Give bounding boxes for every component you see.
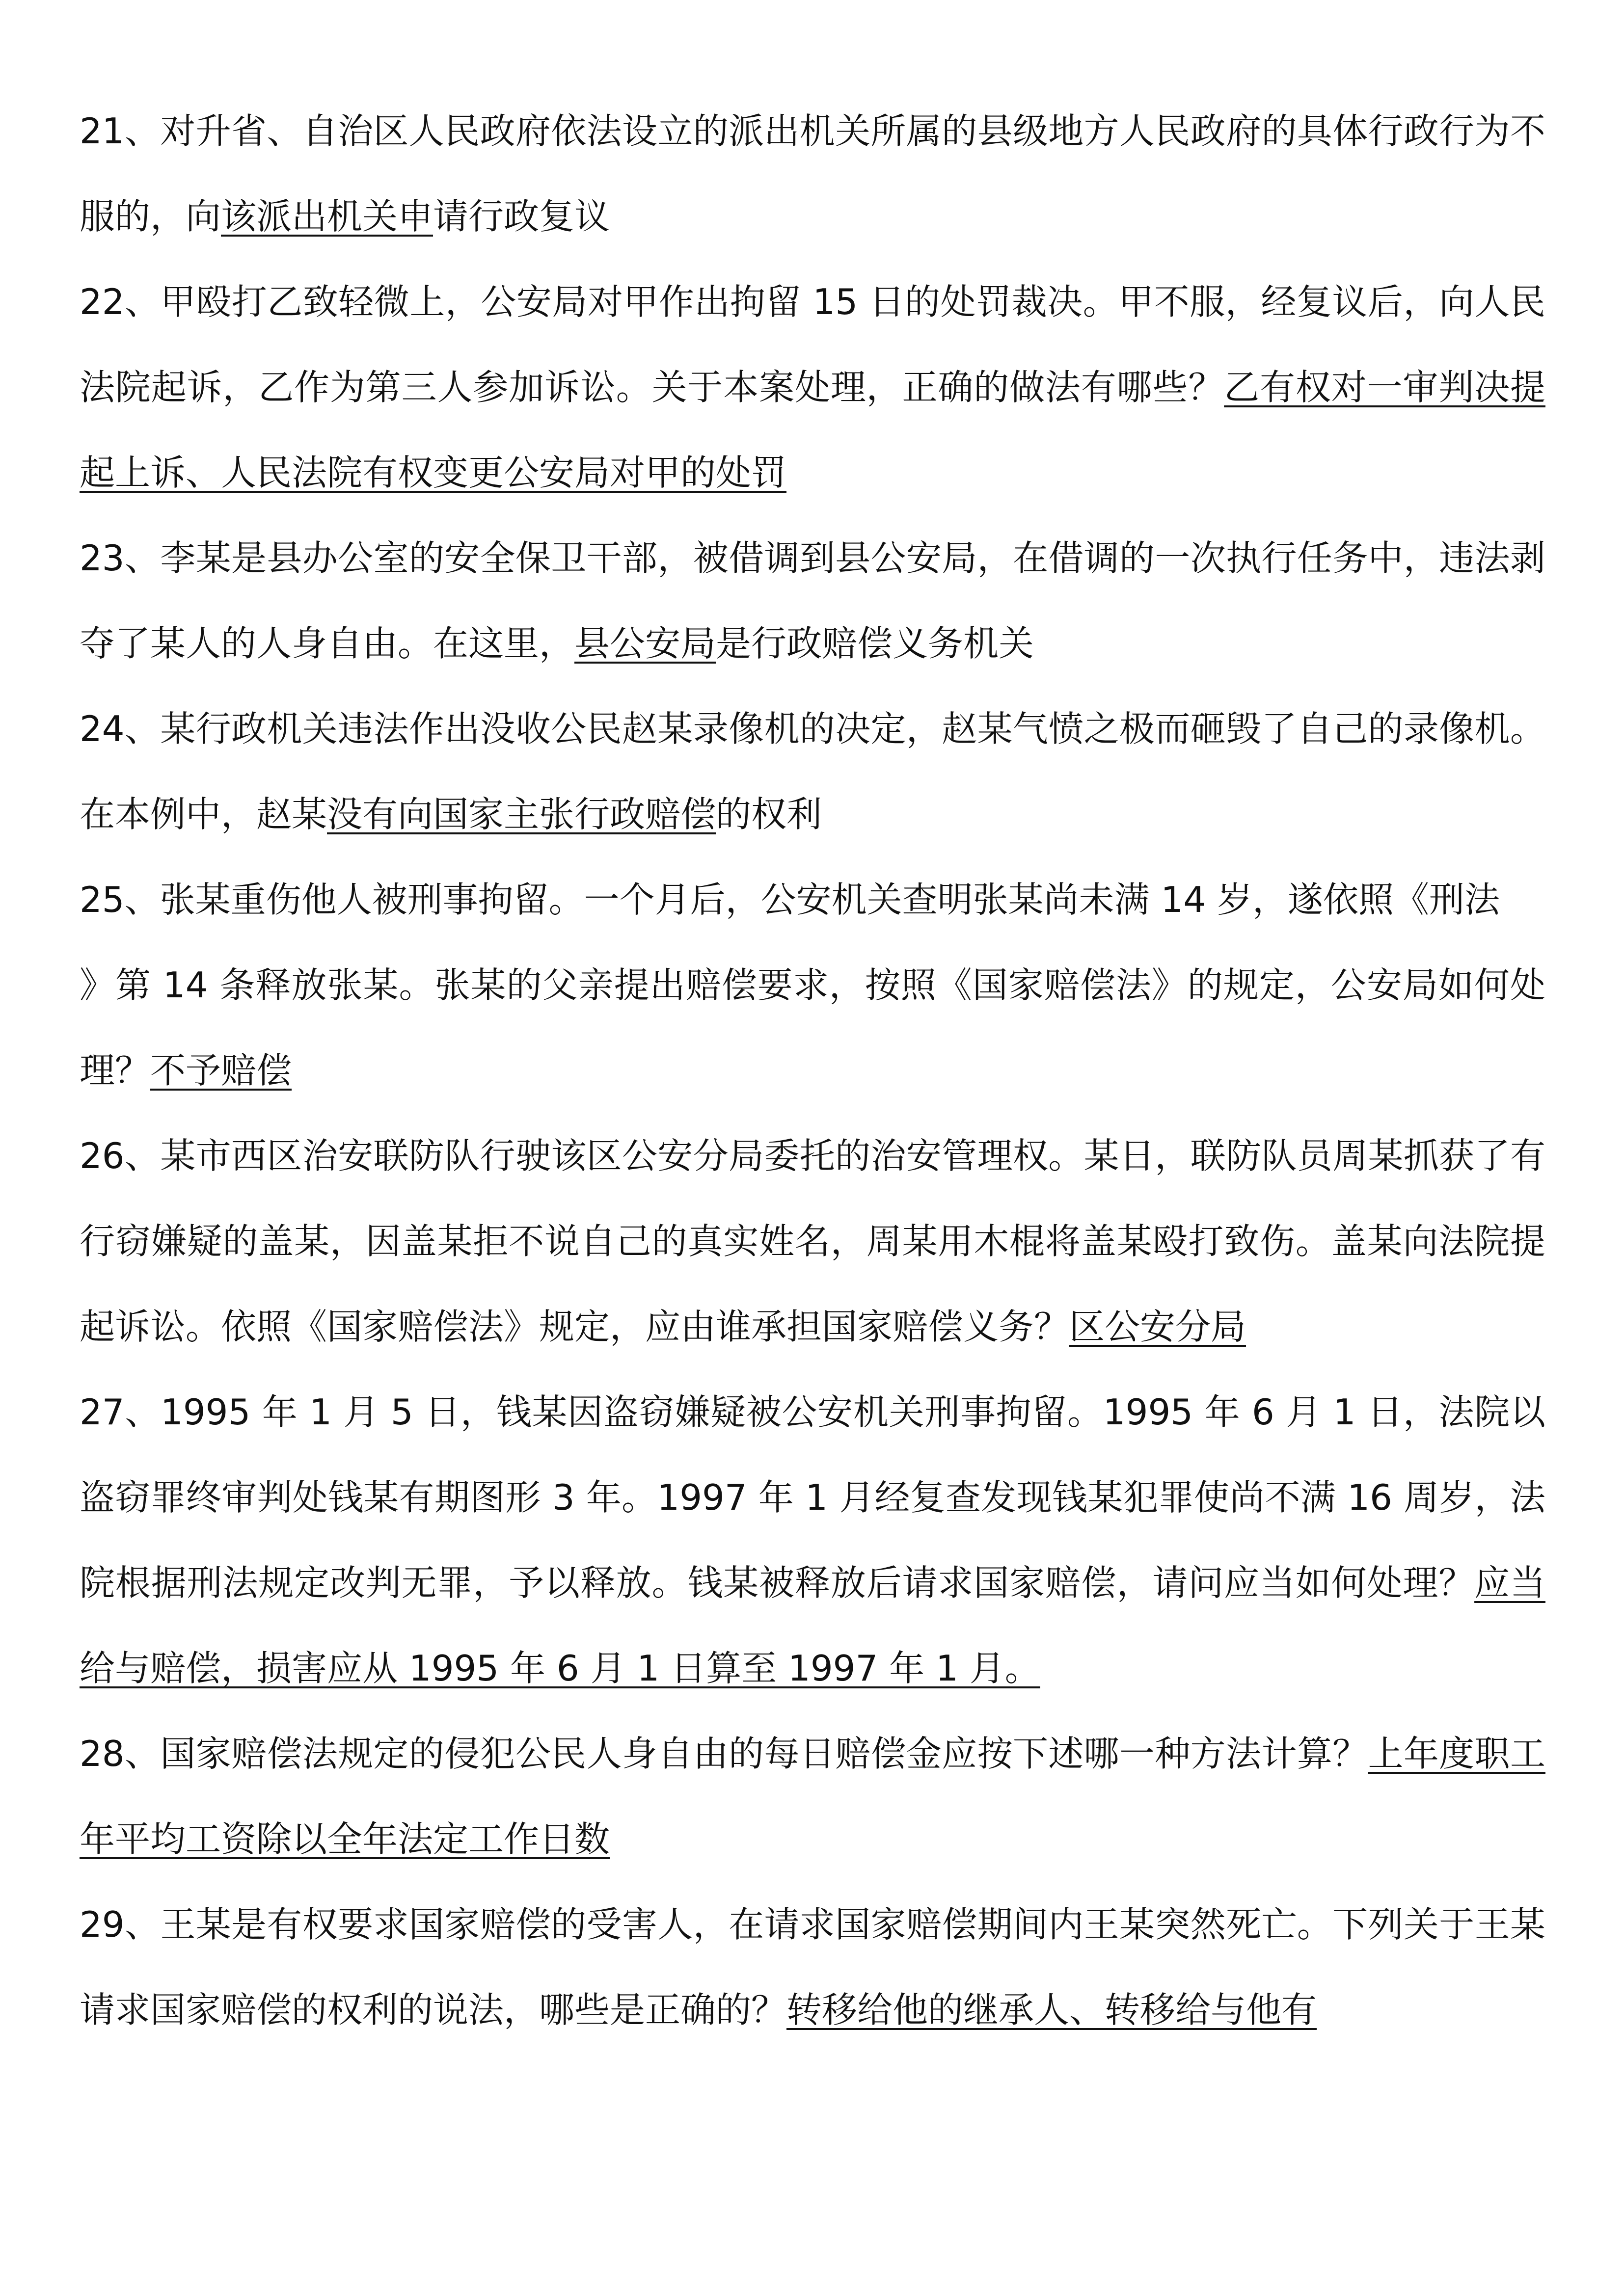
answer-text: 区公安分局	[1069, 1306, 1246, 1347]
question-text: 23、李某是县办公室的安全保卫干部，被借调到县公安局，在借调的一次执行任务中，违法剥夺了某人的人身自由。在这里，	[80, 537, 1545, 664]
question-25-continued	[80, 942, 1545, 1113]
question-23	[80, 515, 1545, 686]
question-text: 25、张某重伤他人被刑事拘留。一个月后，公安机关查明张某尚未满 14 岁，遂依照《刑法	[80, 879, 1500, 920]
question-text: 28、国家赔偿法规定的侵犯公民人身自由的每日赔偿金应按下述哪一种方法计算？	[80, 1733, 1368, 1774]
question-text: 29、王某是有权要求国家赔偿的受害人，在请求国家赔偿期间内王某突然死亡。下列关于王某请求国家赔偿的权利的说法，哪些是正确的？	[80, 1904, 1545, 2030]
answer-text: 不予赔偿	[150, 1050, 292, 1091]
answer-text: 应当给与赔偿，损害应从 1995 年 6 月 1 日算至 1997 年 1 月。	[80, 1562, 1545, 1689]
question-27	[80, 1369, 1545, 1711]
answer-text: 县公安局	[574, 623, 716, 664]
question-24	[80, 686, 1545, 857]
question-25	[80, 857, 1545, 942]
question-text: 26、某市西区治安联防队行驶该区公安分局委托的治安管理权。某日，联防队员周某抓获了有行窃嫌疑的盖某，因盖某拒不说自己的真实姓名，周某用木棍将盖某殴打致伤。盖某向法院提起诉讼。依照《国家赔偿法》规定，应由谁承担国家赔偿义务？	[80, 1135, 1545, 1347]
question-22	[80, 259, 1545, 515]
question-29	[80, 1882, 1545, 2053]
answer-text: 乙有权对一审判决提起上诉、人民法院有权变更公安局对甲的处罚	[80, 367, 1545, 493]
question-text: 27、1995 年 1 月 5 日，钱某因盗窃嫌疑被公安机关刑事拘留。1995 年 6 月 1 日，法院以盗窃罪终审判处钱某有期图形 3 年。1997 年 1 月经复查发现钱某犯罪使尚不满 16 周岁，法院根据刑法规定改判无罪，予以释放。钱某被释放后请求国家赔偿，请问应当如何处理？	[80, 1391, 1545, 1603]
answer-text: 转移给他的继承人、转移给与他有	[786, 1989, 1317, 2030]
document-page	[80, 88, 1545, 2053]
answer-text: 上年度职工年平均工资除以全年法定工作日数	[80, 1733, 1545, 1860]
question-text: 24、某行政机关违法作出没收公民赵某录像机的决定，赵某气愤之极而砸毁了自己的录像机。在本例中，赵某	[80, 708, 1545, 835]
question-text-tail: 请行政复议	[433, 196, 610, 237]
question-text: 21、对升省、自治区人民政府依法设立的派出机关所属的县级地方人民政府的具体行政行为不服的，向	[80, 110, 1545, 237]
answer-text: 该派出机关申	[221, 196, 433, 237]
question-28	[80, 1711, 1545, 1882]
question-21	[80, 88, 1545, 259]
question-text: 》第 14 条释放张某。张某的父亲提出赔偿要求，按照《国家赔偿法》的规定，公安局如何处理？	[80, 964, 1545, 1091]
question-text-tail: 的权利	[716, 794, 822, 835]
question-text: 22、甲殴打乙致轻微上，公安局对甲作出拘留 15 日的处罚裁决。甲不服，经复议后，向人民法院起诉，乙作为第三人参加诉讼。关于本案处理，正确的做法有哪些？	[80, 281, 1545, 408]
question-26	[80, 1113, 1545, 1369]
answer-text: 没有向国家主张行政赔偿	[327, 794, 716, 835]
question-text-tail: 是行政赔偿义务机关	[716, 623, 1034, 664]
